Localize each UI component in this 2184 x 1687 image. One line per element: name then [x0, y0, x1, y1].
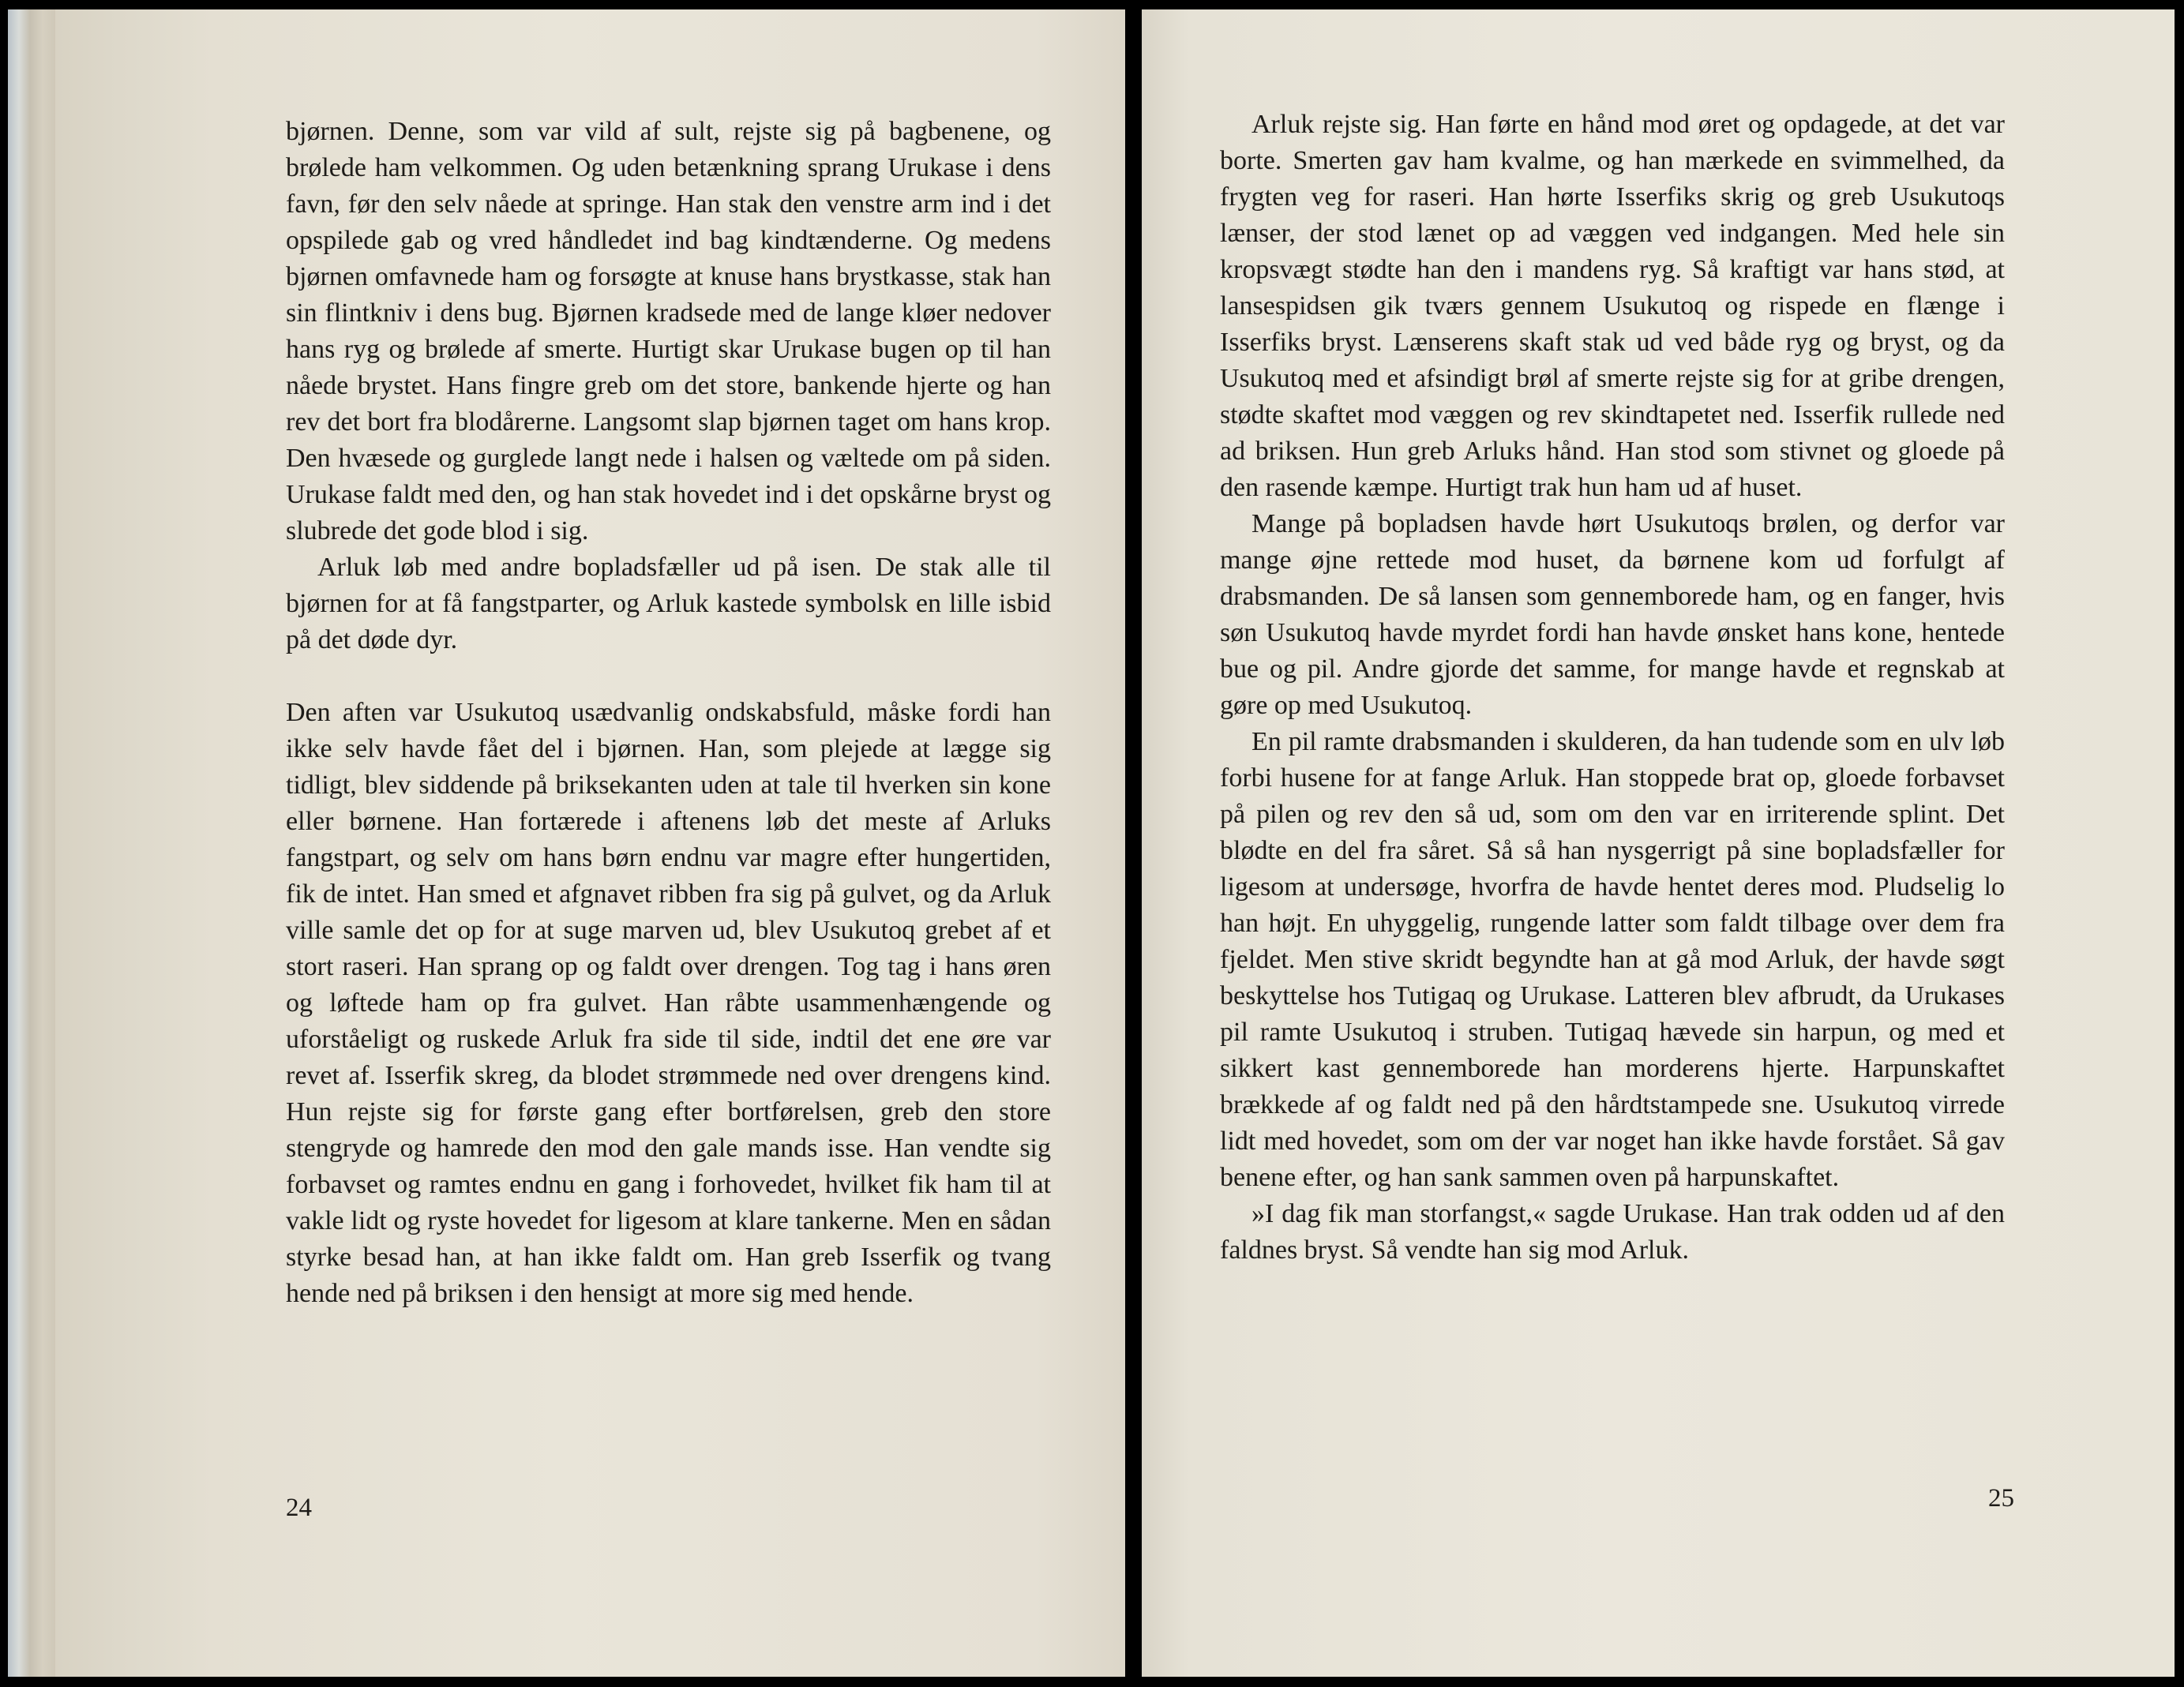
paragraph: bjørnen. Denne, som var vild af sult, rejste sig på bagbenene, og brølede ham velkommen. Og uden betænkning sprang Urukase i dens favn, før den selv nåede at springe. Han stak den venstre arm ind i det opspilede gab og vred håndledet ind bag kindtænderne. Og medens bjørnen omfavnede ham og forsøgte at knuse hans brystkasse, stak han sin flintkniv i dens bug. Bjørnen kradsede med de lange kløer nedover hans ryg og brølede af smerte. Hurtigt skar Urukase bugen op til han nåede brystet. Hans fingre greb om det store, bankende hjerte og han rev det bort fra blodårerne. Langsomt slap bjørnen taget om hans krop. Den hvæsede og gurglede langt nede i halsen og væltede om på siden. Urukase faldt med den, og han stak hovedet ind i det opskårne bryst og slubrede det gode blod i sig.: [286, 117, 1051, 545]
paragraph: Mange på bopladsen havde hørt Usukutoqs brølen, og derfor var mange øjne rettede mod huset, da børnene kom ud forfulgt af drabsmanden. De så lansen som gennemborede ham, og en fanger, hvis søn Usukutoq havde myrdet fordi han havde ønsket hans kone, hentede bue og pil. Andre gjorde det samme, for mange havde et regnskab at gøre op med Usukutoq.: [1220, 509, 2005, 720]
page-edge: [8, 9, 55, 1677]
paragraph: Arluk løb med andre bopladsfæller ud på isen. De stak alle til bjørnen for at få fangstparter, og Arluk kastede symbolsk en lille isbid på det døde dyr.: [286, 553, 1051, 654]
right-page: [1142, 9, 2175, 1677]
page-number: 24: [286, 1494, 312, 1522]
paragraph: Arluk rejste sig. Han førte en hånd mod øret og opdagede, at det var borte. Smerten gav ham kvalme, og han mærkede en svimmelhed, da frygten veg for raseri. Han hørte Isserfiks skrig og greb Usukutoqs lænser, der stod lænet op ad væggen ved indgangen. Med hele sin kropsvægt stødte han den i mandens ryg. Så kraftigt var hans stød, at lansespidsen gik tværs gennem Usukutoq og rispede en flænge i Isserfiks bryst. Lænserens skaft stak ud ved både ryg og bryst, og da Usukutoq med et afsindigt brøl af smerte rejste sig for at gribe drengen, stødte skaftet mod væggen og rev skindtapetet ned. Isserfik rullede ned ad briksen. Hun greb Arluks hånd. Han stod som stivnet og gloede på den rasende kæmpe. Hurtigt trak hun ham ud af huset.: [1220, 110, 2005, 502]
left-page-text: [286, 114, 1051, 1312]
paragraph: »I dag fik man storfangst,« sagde Urukase. Han trak odden ud af den faldnes bryst. Så vendte han sig mod Arluk.: [1220, 1199, 2005, 1265]
paragraph: Den aften var Usukutoq usædvanlig ondskabsfuld, måske fordi han ikke selv havde fået del i bjørnen. Han, som plejede at lægge sig tidligt, blev siddende på briksekanten uden at tale til hverken sin kone eller børnene. Han fortærede i aftenens løb det meste af Arluks fangstpart, og selv om hans børn endnu var magre efter hungertiden, fik de intet. Han smed et afgnavet ribben fra sig på gulvet, og da Arluk ville samle det op for at suge marven ud, blev Usukutoq grebet af et stort raseri. Han sprang op og faldt over drengen. Tog tag i hans øren og løftede ham op fra gulvet. Han råbte usammenhængende og uforståeligt og ruskede Arluk fra side til side, indtil det ene øre var revet af. Isserfik skreg, da blodet strømmede ned over drengens kind. Hun rejste sig for første gang efter bortførelsen, greb den store stengryde og hamrede den mod den gale mands isse. Han vendte sig forbavset og ramtes endnu en gang i forhovedet, hvilket fik ham til at vakle lidt og ryste hovedet for ligesom at klare tankerne. Men en sådan styrke besad han, at han ikke faldt om. Han greb Isserfik og tvang hende ned på briksen i den hensigt at more sig med hende.: [286, 698, 1051, 1308]
left-page: [8, 9, 1125, 1677]
paragraph: En pil ramte drabsmanden i skulderen, da han tudende som en ulv løb forbi husene for at fange Arluk. Han stoppede brat op, gloede forbavset på pilen og rev den så ud, som om den var en irriterende splint. Det blødte en del fra såret. Så så han nysgerrigt på sine bopladsfæller for ligesom at undersøge, hvorfra de havde hentet deres mod. Pludselig lo han højt. En uhyggelig, rungende latter som faldt tilbage over dem fra fjeldet. Men stive skridt begyndte han at gå mod Arluk, der havde søgt beskyttelse hos Tutigaq og Urukase. Latteren blev afbrudt, da Urukases pil ramte Usukutoq i struben. Tutigaq hævede sin harpun, og med et sikkert kast gennemborede han morderens hjerte. Harpunskaftet brækkede af og faldt ned på den hårdtstampede sne. Usukutoq virrede lidt med hovedet, som om der var noget han ikke havde forstået. Så gav benene efter, og han sank sammen oven på harpunskaftet.: [1220, 727, 2005, 1192]
page-number: 25: [1988, 1484, 2014, 1513]
right-page-text: [1220, 107, 2005, 1269]
